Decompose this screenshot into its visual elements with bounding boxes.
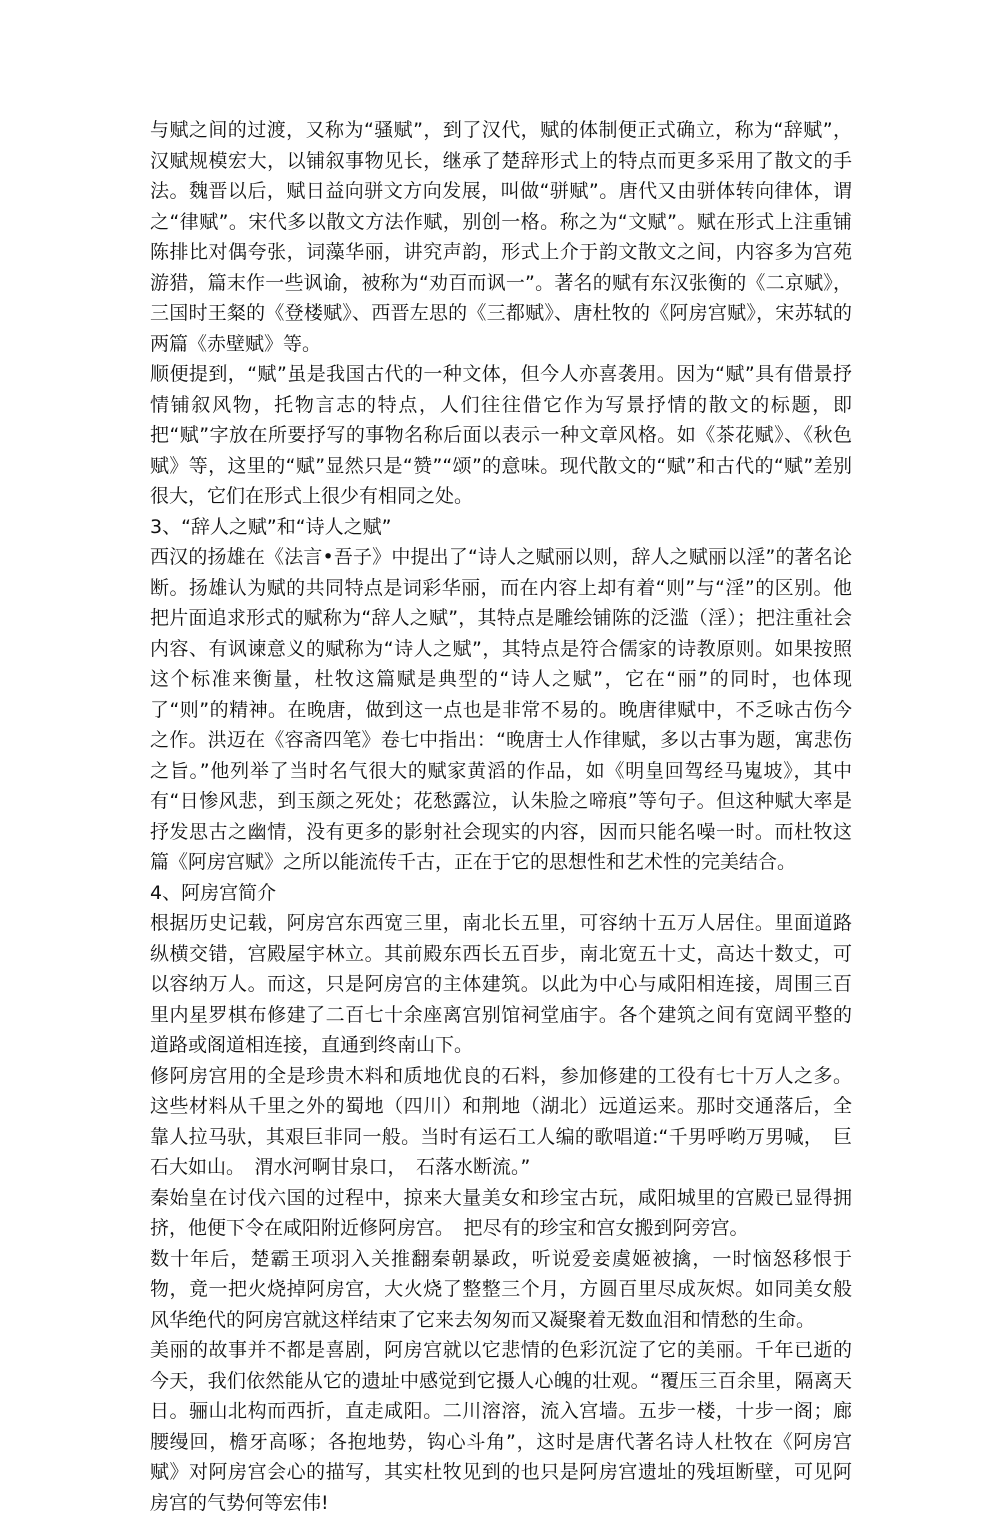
section-heading-3: 3、“辞人之赋”和“诗人之赋” [150, 515, 392, 538]
document-page [150, 115, 852, 1518]
paragraph-xiang-yu-fire: 数十年后，楚霸王项羽入关推翻秦朝暴政，听说爱妾虞姬被擒，一时恼怒移恨于物，竟一把火烧掉阿房宫，大火烧了整整三个月，方圆百里尽成灰烬。如同美女般风华绝代的阿房宫就这样结束了它来去匆匆而又凝聚着无数血泪和情愁的生命。 [150, 1247, 852, 1331]
paragraph-fu-history: 与赋之间的过渡，又称为“骚赋”，到了汉代，赋的体制便正式确立，称为“辞赋”，汉赋规模宏大，以铺叙事物见长，继承了楚辞形式上的特点而更多采用了散文的手法。魏晋以后，赋日益向骈文方向发展，叫做“骈赋”。唐代又由骈体转向律体，谓之“律赋”。宋代多以散文方法作赋，别创一格。称之为“文赋”。赋在形式上注重铺陈排比对偶夸张，词藻华丽，讲究声韵，形式上介于韵文散文之间，内容多为宫苑游猎，篇末作一些讽谕，被称为“劝百而讽一”。著名的赋有东汉张衡的《二京赋》，三国时王粲的《登楼赋》、西晋左思的《三都赋》、唐杜牧的《阿房宫赋》，宋苏轼的两篇《赤壁赋》等。 [150, 119, 852, 355]
paragraph-fu-modern-usage: 顺便提到，“赋”虽是我国古代的一种文体，但今人亦喜袭用。因为“赋”具有借景抒情铺叙风物，托物言志的特点，人们往往借它作为写景抒情的散文的标题，即把“赋”字放在所要抒写的事物名称后面以表示一种文章风格。如《茶花赋》、《秋色赋》等，这里的“赋”显然只是“赞”“颂”的意味。现代散文的“赋”和古代的“赋”差别很大，它们在形式上很少有相同之处。 [150, 363, 852, 507]
paragraph-epang-materials: 修阿房宫用的全是珍贵木料和质地优良的石料，参加修建的工役有七十万人之多。这些材料从千里之外的蜀地（四川）和荆地（湖北）远道运来。那时交通落后，全靠人拉马驮，其艰巨非同一般。当时有运石工人编的歌唱道:“千男呼哟万男喊， 巨石大如山。 渭水河啊甘泉口， 石落水断流。” [150, 1064, 852, 1178]
section-heading-4: 4、阿房宫简介 [150, 881, 277, 904]
paragraph-epang-palace-size: 根据历史记载，阿房宫东西宽三里，南北长五里，可容纳十五万人居住。里面道路纵横交错，宫殿屋宇林立。其前殿东西长五百步，南北宽五十丈，高达十数丈，可以容纳万人。而这，只是阿房宫的主体建筑。以此为中心与咸阳相连接，周围三百里内星罗棋布修建了二百七十余座离宫别馆祠堂庙宇。各个建筑之间有宽阔平整的道路或阁道相连接，直通到终南山下。 [150, 912, 852, 1056]
paragraph-du-mu-description: 美丽的故事并不都是喜剧，阿房宫就以它悲情的色彩沉淀了它的美丽。千年已逝的今天，我们依然能从它的遗址中感觉到它摄人心魄的壮观。“覆压三百余里，隔离天日。骊山北构而西折，直走咸阳。二川溶溶，流入宫墙。五步一楼，十步一阁；廊腰缦回，檐牙高啄；各抱地势，钩心斗角”，这时是唐代著名诗人杜牧在《阿房宫赋》对阿房宫会心的描写，其实杜牧见到的也只是阿房宫遗址的残垣断壁，可见阿房宫的气势何等宏伟! [150, 1339, 852, 1514]
paragraph-qin-shi-huang: 秦始皇在讨伐六国的过程中，掠来大量美女和珍宝古玩，咸阳城里的宫殿已显得拥挤，他便下令在咸阳附近修阿房宫。 把尽有的珍宝和宫女搬到阿旁宫。 [150, 1186, 852, 1239]
paragraph-yang-xiong: 西汉的扬雄在《法言•吾子》中提出了“诗人之赋丽以则，辞人之赋丽以淫”的著名论断。扬雄认为赋的共同特点是词彩华丽，而在内容上却有着“则”与“淫”的区别。他把片面追求形式的赋称为“辞人之赋”，其特点是雕绘铺陈的泛滥（淫）；把注重社会内容、有讽谏意义的赋称为“诗人之赋”，其特点是符合儒家的诗教原则。如果按照这个标准来衡量，杜牧这篇赋是典型的“诗人之赋”，它在“丽”的同时，也体现了“则”的精神。在晚唐，做到这一点也是非常不易的。晚唐律赋中，不乏咏古伤今之作。洪迈在《容斋四笔》卷七中指出：“晚唐士人作律赋，多以古事为题，寓悲伤之旨。”他列举了当时名气很大的赋家黄滔的作品，如《明皇回驾经马嵬坡》，其中有“日惨风悲，到玉颜之死处；花愁露泣，认朱脸之啼痕”等句子。但这种赋大率是抒发思古之幽情，没有更多的影射社会现实的内容，因而只能名噪一时。而杜牧这篇《阿房宫赋》之所以能流传千古，正在于它的思想性和艺术性的完美结合。 [150, 546, 852, 873]
